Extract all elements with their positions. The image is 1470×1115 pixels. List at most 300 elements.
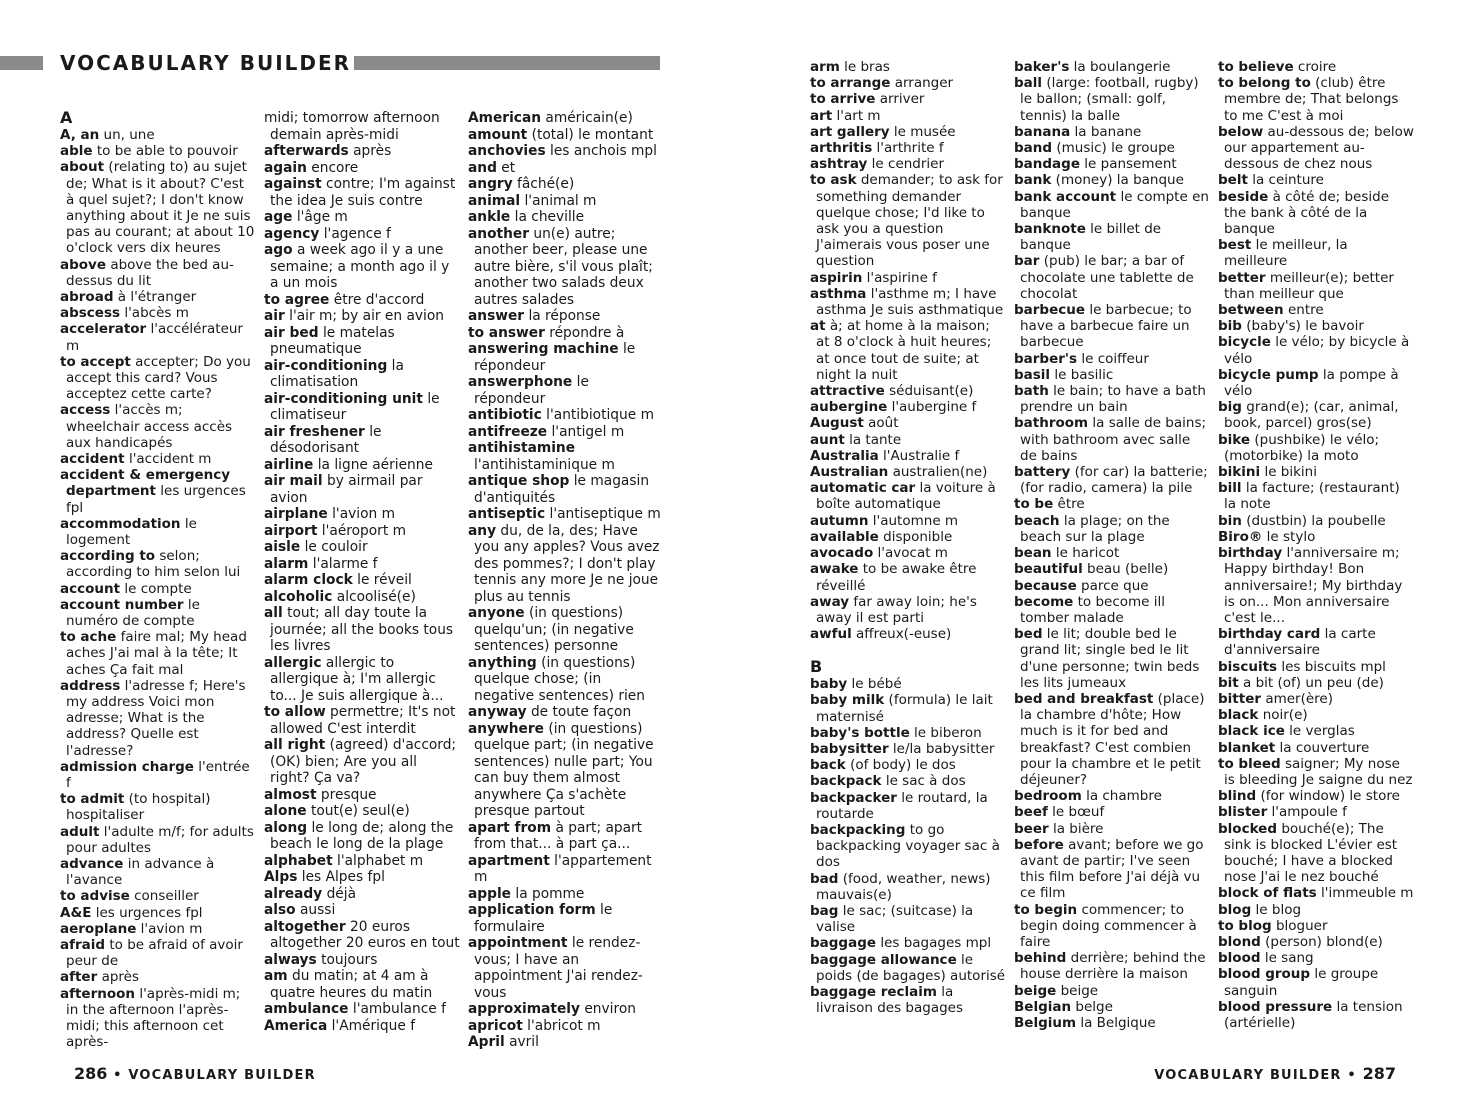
entry-translation: toujours [321, 951, 378, 968]
entry-headword: airplane [264, 506, 328, 522]
entry-translation: la pompe à vélo [1224, 366, 1399, 400]
entry-translation: beau (belle) [1087, 561, 1169, 578]
entry-headword: approximately [468, 1001, 580, 1017]
dictionary-entry [1014, 464, 1210, 496]
dictionary-entry [1218, 529, 1414, 545]
entry-headword: band [1014, 140, 1053, 157]
entry-translation: à côté de; beside the bank à côté de la banque [1224, 188, 1389, 238]
dictionary-entry [1014, 253, 1210, 302]
entry-translation: tout(e) seul(e) [310, 803, 410, 819]
dictionary-entry [1218, 804, 1414, 820]
entry-headword: along [264, 819, 308, 836]
entry-translation: (in questions) quelque part; (in negative sentences) nulle part; You can buy them almost anywhere Ça s'achète presque partout [474, 720, 654, 819]
entry-translation: répondre à [549, 324, 625, 341]
entry-translation: à l'étranger [117, 288, 197, 305]
entry-headword: air mail [264, 473, 323, 489]
dictionary-entry [264, 902, 460, 919]
entry-translation: l'automne m [872, 512, 959, 529]
dictionary-entry [810, 415, 1006, 431]
entry-headword: to answer [468, 324, 545, 341]
entry-translation: l'avocat m [877, 545, 948, 562]
entry-translation: l'adulte m/f; for adults pour adultes [66, 823, 254, 856]
entry-headword: apple [468, 885, 512, 902]
entry-translation: to be afraid of avoir peur de [66, 937, 243, 970]
entry-headword: any [468, 522, 497, 539]
dictionary-entry [468, 127, 664, 144]
dictionary-entry [1218, 626, 1414, 658]
dictionary-entry [60, 597, 256, 629]
entry-headword: Belgium [1014, 1014, 1077, 1031]
entry-translation: le numéro de compte [66, 596, 200, 629]
dictionary-entry [264, 325, 460, 358]
entry-translation: croire [1297, 59, 1337, 75]
dictionary-entry [1218, 302, 1414, 318]
entry-translation: above the bed au-dessus du lit [66, 256, 234, 289]
entry-translation: la ceinture [1252, 172, 1324, 189]
entry-headword: to arrange [810, 75, 891, 92]
entry-headword: anyway [468, 704, 527, 720]
entry-headword: bank [1014, 172, 1052, 189]
entry-translation: l'antiseptique m [549, 506, 661, 522]
entry-headword: accident [60, 450, 125, 467]
dictionary-entry [60, 888, 256, 904]
entry-headword: bath [1014, 383, 1049, 400]
dictionary-entry [264, 572, 460, 589]
entry-headword: bit [1218, 674, 1239, 691]
entry-headword: aspirin [810, 269, 863, 286]
entry-headword: to belong to [1218, 75, 1311, 92]
entry-headword: banana [1014, 123, 1071, 140]
dictionary-entry [264, 589, 460, 606]
dictionary-entry [264, 292, 460, 309]
entry-headword: alphabet [264, 852, 333, 869]
entry-translation: tout; all day toute la journée; all the books tous les livres [270, 605, 454, 654]
entry-translation: la banane [1074, 123, 1142, 140]
entry-translation: (money) la banque [1055, 172, 1184, 189]
dictionary-entry [468, 523, 664, 606]
entry-translation: de toute façon [530, 704, 632, 720]
entry-headword: bad [810, 870, 839, 887]
dictionary-entry [810, 594, 1006, 626]
entry-headword: beige [1014, 982, 1057, 999]
dictionary-entry [468, 341, 664, 374]
dictionary-entry [60, 856, 256, 888]
dictionary-entry [1218, 885, 1414, 901]
entry-headword: account number [60, 596, 184, 613]
dictionary-entry [264, 226, 460, 243]
entry-translation: la bière [1052, 820, 1104, 837]
entry-translation: l'Australie f [882, 447, 960, 464]
entry-translation: bouché(e); The sink is blocked L'évier est bouché; I have a blocked nose J'ai le nez bouché [1224, 820, 1398, 886]
dictionary-entry [60, 921, 256, 937]
entry-translation: (total) le montant [531, 126, 654, 143]
entry-translation: bloguer [1275, 917, 1328, 934]
dictionary-entry [1218, 189, 1414, 238]
entry-translation: avril [509, 1034, 539, 1050]
entry-headword: to be [1014, 496, 1054, 513]
entry-headword: better [1218, 269, 1266, 286]
dictionary-entry [1014, 561, 1210, 577]
entry-translation: le répondeur [474, 374, 589, 407]
entry-translation: 20 euros altogether 20 euros en tout [270, 918, 460, 951]
entry-headword: angry [468, 176, 513, 192]
entry-headword: airport [264, 522, 318, 539]
entry-headword: always [264, 951, 317, 968]
dictionary-entry [60, 905, 256, 921]
section-letter: A [60, 108, 73, 127]
dictionary-entry [1014, 804, 1210, 820]
entry-headword: avocado [810, 545, 874, 562]
entry-translation: la chambre [1086, 788, 1162, 805]
dictionary-column-6 [1218, 59, 1414, 1031]
footer-left-label: • VOCABULARY BUILDER [113, 1068, 316, 1083]
entry-headword: above [60, 256, 107, 273]
dictionary-entry [468, 374, 664, 407]
entry-translation: australien(ne) [892, 464, 988, 481]
entry-translation: le/la babysitter [892, 741, 995, 758]
dictionary-entry [468, 886, 664, 903]
dictionary-entry [264, 160, 460, 177]
entry-translation: l'immeuble m [1321, 885, 1414, 902]
dictionary-entry [810, 75, 1006, 91]
entry-translation: le coiffeur [1081, 350, 1149, 367]
entry-headword: bedroom [1014, 788, 1082, 805]
footer-left [74, 1064, 316, 1083]
dictionary-entry [1218, 999, 1414, 1031]
section-letter: B [810, 657, 823, 677]
entry-translation: parce que [1081, 577, 1149, 594]
entry-headword: air bed [264, 324, 319, 341]
entry-translation: le réveil [357, 572, 412, 588]
entry-translation: faire mal; My head aches J'ai mal à la tête; It aches Ça fait mal [66, 629, 247, 678]
dictionary-entry [60, 321, 256, 353]
dictionary-entry [60, 159, 256, 256]
dictionary-entry [60, 127, 256, 143]
entry-translation: l'Amérique f [331, 1017, 416, 1034]
dictionary-entry [1218, 966, 1414, 998]
entry-translation: midi; tomorrow afternoon demain après-midi [264, 110, 440, 143]
dictionary-entry [264, 506, 460, 523]
entry-translation: un, une [103, 126, 155, 143]
dictionary-entry [60, 986, 256, 1051]
entry-headword: back [810, 757, 846, 774]
dictionary-entry [1014, 983, 1210, 999]
entry-translation: (food, weather, news) mauvais(e) [816, 870, 991, 903]
dictionary-entry [1218, 821, 1414, 886]
entry-translation: a bit (of) un peu (de) [1243, 674, 1384, 691]
entry-translation: to be awake être réveillé [816, 561, 977, 594]
entry-headword: age [264, 209, 293, 225]
dictionary-entry [264, 737, 460, 787]
entry-headword: already [264, 885, 323, 902]
dictionary-entry [1014, 821, 1210, 837]
dictionary-entry [1014, 496, 1210, 512]
dictionary-column-3 [468, 110, 664, 1051]
entry-translation: l'art m [836, 107, 881, 124]
dictionary-entry [264, 424, 460, 457]
entry-headword: antihistamine [468, 440, 576, 456]
entry-translation: après [353, 143, 392, 159]
entry-translation: l'air m; by air en avion [289, 308, 444, 324]
entry-translation: (person) blond(e) [1265, 933, 1383, 950]
entry-headword: at [810, 318, 826, 335]
entry-translation: disponible [883, 528, 953, 545]
dictionary-entry [1014, 594, 1210, 626]
entry-translation: noir(e) [1262, 707, 1308, 724]
entry-headword: banknote [1014, 221, 1086, 238]
entry-headword: alarm clock [264, 572, 353, 588]
entry-translation: derrière; behind the house derrière la maison [1020, 950, 1206, 983]
dictionary-column-5 [1014, 59, 1210, 1031]
dictionary-entry [60, 678, 256, 759]
dictionary-entry [1218, 59, 1414, 75]
dictionary-entry [1014, 578, 1210, 594]
entry-translation: a week ago il y a une semaine; a month ago il y a un mois [270, 242, 450, 291]
entry-headword: available [810, 528, 879, 545]
entry-translation: être [1057, 496, 1085, 513]
dictionary-entry [60, 516, 256, 548]
entry-headword: aubergine [810, 399, 888, 416]
dictionary-entry [60, 402, 256, 451]
entry-headword: appointment [468, 935, 568, 951]
entry-headword: ankle [468, 209, 511, 225]
dictionary-entry [1014, 415, 1210, 464]
dictionary-entry [810, 513, 1006, 529]
dictionary-entry [810, 124, 1006, 140]
entry-headword: against [264, 176, 322, 192]
dictionary-entry [468, 935, 664, 1001]
entry-translation: l'ampoule f [1271, 804, 1347, 821]
entry-headword: bill [1218, 480, 1242, 497]
entry-headword: American [468, 110, 542, 126]
entry-headword: awful [810, 626, 852, 643]
footer-right-label: VOCABULARY BUILDER • [1154, 1068, 1357, 1083]
entry-headword: art [810, 107, 833, 124]
entry-translation: le lit; double bed le grand lit; single bed le lit d'une personne; twin beds les lits jumeaux [1020, 626, 1200, 691]
entry-translation: le blog [1255, 901, 1302, 918]
dictionary-entry [810, 91, 1006, 107]
dictionary-entry [810, 318, 1006, 383]
dictionary-entry [810, 448, 1006, 464]
entry-translation: (for window) le store [1260, 788, 1400, 805]
dictionary-entry [1014, 626, 1210, 691]
entry-translation: la facture; (restaurant) la note [1224, 480, 1400, 513]
dictionary-entry [1218, 756, 1414, 788]
entry-headword: baggage allowance [810, 951, 957, 968]
dictionary-entry [810, 529, 1006, 545]
entry-translation: les anchois mpl [550, 143, 657, 159]
entry-translation: l'abcès m [124, 305, 189, 322]
dictionary-entry [810, 108, 1006, 124]
entry-translation: l'aubergine f [891, 399, 977, 416]
entry-translation: au-dessous de; below our appartement au-dessous de chez nous [1224, 123, 1414, 173]
dictionary-entry [810, 270, 1006, 286]
dictionary-entry [264, 1001, 460, 1018]
entry-headword: bank account [1014, 188, 1117, 205]
entry-headword: bathroom [1014, 415, 1089, 432]
entry-headword: behind [1014, 950, 1067, 967]
dictionary-entry [1218, 237, 1414, 269]
entry-translation: l'asthme m; I have asthma Je suis asthmatique [816, 285, 1004, 319]
dictionary-entry [810, 757, 1006, 773]
entry-headword: bike [1218, 431, 1251, 448]
entry-translation: contre; I'm against the idea Je suis contre [270, 176, 456, 209]
dictionary-entry [1014, 367, 1210, 383]
entry-headword: am [264, 968, 288, 984]
entry-headword: afraid [60, 937, 106, 954]
entry-headword: bikini [1218, 464, 1261, 481]
entry-translation: to be able to pouvoir [96, 143, 238, 160]
entry-headword: air-conditioning unit [264, 390, 423, 407]
dictionary-entry [264, 242, 460, 292]
dictionary-entry [1218, 75, 1414, 124]
entry-translation: le bœuf [1052, 804, 1105, 821]
entry-headword: to ache [60, 629, 117, 646]
dictionary-entry [468, 853, 664, 886]
dictionary-entry [264, 176, 460, 209]
entry-translation: l'adresse f; Here's my address Voici mon adresse; What is the address? Quelle est l'adresse? [66, 677, 246, 759]
entry-headword: to bleed [1218, 755, 1281, 772]
entry-headword: best [1218, 237, 1252, 254]
dictionary-entry [810, 561, 1006, 593]
entry-headword: black [1218, 707, 1259, 724]
entry-translation: le billet de banque [1020, 221, 1162, 254]
entry-headword: abscess [60, 305, 121, 322]
page-number-right: 287 [1362, 1064, 1396, 1083]
dictionary-entry [264, 209, 460, 226]
dictionary-entry [810, 903, 1006, 935]
entry-translation: les biscuits mpl [1281, 658, 1386, 675]
entry-headword: again [264, 159, 307, 176]
entry-headword: A, an [60, 126, 100, 143]
dictionary-entry [1014, 1015, 1210, 1031]
dictionary-entry [810, 952, 1006, 984]
entry-headword: backpacking [810, 822, 906, 839]
dictionary-entry [264, 308, 460, 325]
dictionary-entry [264, 1018, 460, 1035]
entry-translation: la tante [849, 431, 902, 448]
entry-translation: presque [320, 786, 377, 803]
entry-headword: and [468, 159, 497, 176]
dictionary-entry [60, 451, 256, 467]
dictionary-entry [1218, 172, 1414, 188]
entry-headword: backpacker [810, 789, 897, 806]
entry-translation: l'agence f [323, 225, 391, 242]
dictionary-entry [60, 759, 256, 791]
entry-headword: according to [60, 548, 156, 565]
dictionary-entry [1218, 950, 1414, 966]
entry-translation: la pomme [515, 885, 585, 902]
entry-headword: ball [1014, 75, 1043, 92]
dictionary-entry [810, 383, 1006, 399]
entry-headword: ambulance [264, 1001, 349, 1017]
entry-translation: la cheville [514, 209, 585, 225]
entry-translation: du, de la, des; Have you any apples? Vous avez des pommes?; I don't play tennis any more Je ne joue plus au tennis [474, 522, 660, 605]
dictionary-entry [264, 803, 460, 820]
entry-headword: to ask [810, 172, 857, 189]
entry-headword: apart from [468, 819, 552, 836]
entry-headword: barbecue [1014, 302, 1086, 319]
header-rule-right [354, 56, 660, 70]
dictionary-entry [1218, 691, 1414, 707]
entry-headword: blood group [1218, 966, 1311, 983]
entry-translation: les urgences fpl [95, 904, 203, 921]
entry-headword: April [468, 1034, 505, 1050]
entry-headword: to allow [264, 704, 326, 720]
dictionary-entry [1218, 270, 1414, 302]
dictionary-entry [810, 871, 1006, 903]
entry-headword: to advise [60, 888, 130, 905]
entry-translation: (in questions) quelqu'un; (in negative sentences) personne [474, 605, 634, 654]
dictionary-entry [264, 358, 460, 391]
dictionary-entry [60, 581, 256, 597]
dictionary-entry [1218, 480, 1414, 512]
entry-headword: antibiotic [468, 407, 542, 423]
entry-headword: barber's [1014, 350, 1078, 367]
entry-translation: les Alpes fpl [301, 869, 385, 885]
entry-headword: animal [468, 192, 521, 209]
dictionary-entry [1014, 75, 1210, 124]
dictionary-entry [60, 143, 256, 159]
entry-headword: air-conditioning [264, 357, 388, 374]
entry-translation: demander; to ask for something demander quelque chose; I'd like to ask you a question J'aimerais vous poser une question [816, 172, 1003, 270]
entry-translation: le verglas [1289, 723, 1355, 740]
entry-translation: in advance à l'avance [66, 856, 215, 889]
entry-translation: l'avion m [140, 920, 203, 937]
entry-translation: by airmail par avion [270, 473, 423, 506]
entry-translation: permettre; It's not allowed C'est interdit [270, 704, 456, 737]
entry-translation: l'accélérateur m [66, 321, 243, 354]
entry-translation: (formula) le lait maternisé [816, 692, 993, 725]
entry-headword: afterwards [264, 143, 349, 159]
entry-headword: address [60, 677, 121, 694]
entry-translation: le couloir [304, 539, 368, 555]
dictionary-column-1 [60, 110, 256, 1050]
entry-headword: allergic [264, 654, 322, 671]
entry-translation: beige [1060, 982, 1099, 999]
entry-headword: aisle [264, 539, 301, 555]
entry-headword: bicycle pump [1218, 366, 1319, 383]
header-rule-left [0, 56, 43, 70]
entry-headword: blocked [1218, 820, 1278, 837]
entry-headword: beer [1014, 820, 1049, 837]
entry-translation: l'aspirine f [866, 269, 937, 286]
dictionary-entry [468, 143, 664, 160]
entry-headword: airline [264, 456, 314, 473]
dictionary-entry [810, 725, 1006, 741]
entry-translation: déjà [326, 885, 356, 902]
dictionary-entry [468, 721, 664, 820]
dictionary-entry [810, 286, 1006, 318]
entry-translation: l'arthrite f [876, 140, 944, 157]
entry-headword: afternoon [60, 985, 136, 1002]
entry-headword: to accept [60, 353, 131, 370]
entry-translation: (pushbike) le vélo; (motorbike) la moto [1224, 431, 1380, 464]
dictionary-entry [264, 952, 460, 969]
entry-headword: adult [60, 823, 100, 840]
entry-translation: du matin; at 4 am à quatre heures du matin [270, 968, 433, 1001]
entry-headword: bitter [1218, 690, 1262, 707]
entry-translation: le bikini [1264, 464, 1317, 481]
dictionary-entry [1218, 124, 1414, 173]
dictionary-entry [468, 440, 664, 473]
entry-headword: to blog [1218, 917, 1272, 934]
entry-translation: l'âge m [296, 209, 348, 225]
dictionary-entry [264, 391, 460, 424]
entry-translation: le magasin d'antiquités [474, 473, 650, 506]
entry-headword: anchovies [468, 143, 546, 159]
entry-headword: baggage reclaim [810, 984, 937, 1001]
